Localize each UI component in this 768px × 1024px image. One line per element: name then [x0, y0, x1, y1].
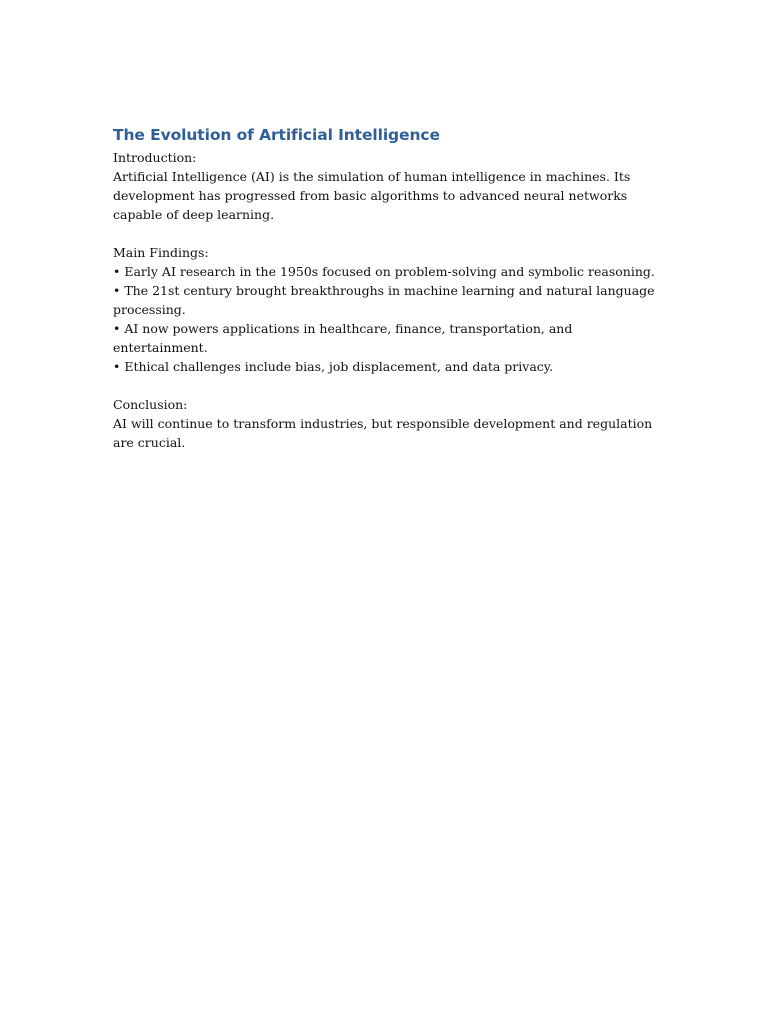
- document-title: The Evolution of Artificial Intelligence: [113, 126, 440, 144]
- conclusion-text: AI will continue to transform industries, but responsible development and regulation are crucial.: [113, 416, 653, 450]
- finding-item: • The 21st century brought breakthroughs in machine learning and natural language processing.: [113, 283, 655, 317]
- finding-item: • Ethical challenges include bias, job displacement, and data privacy.: [113, 359, 554, 374]
- findings-heading: Main Findings:: [113, 245, 209, 260]
- conclusion-heading: Conclusion:: [113, 397, 188, 412]
- document-page: [113, 124, 661, 452]
- finding-item: • AI now powers applications in healthcare, finance, transportation, and entertainment.: [113, 321, 573, 355]
- paragraph-spacer: [113, 376, 661, 395]
- introduction-text: Artificial Intelligence (AI) is the simulation of human intelligence in machines. Its development has progressed from basic algorithms to advanced neural networks capable of deep learning.: [113, 169, 631, 222]
- finding-item: • Early AI research in the 1950s focused on problem-solving and symbolic reasoning.: [113, 264, 655, 279]
- document-body: [113, 148, 661, 452]
- introduction-heading: Introduction:: [113, 150, 197, 165]
- findings-list: [113, 262, 661, 376]
- paragraph-spacer: [113, 224, 661, 243]
